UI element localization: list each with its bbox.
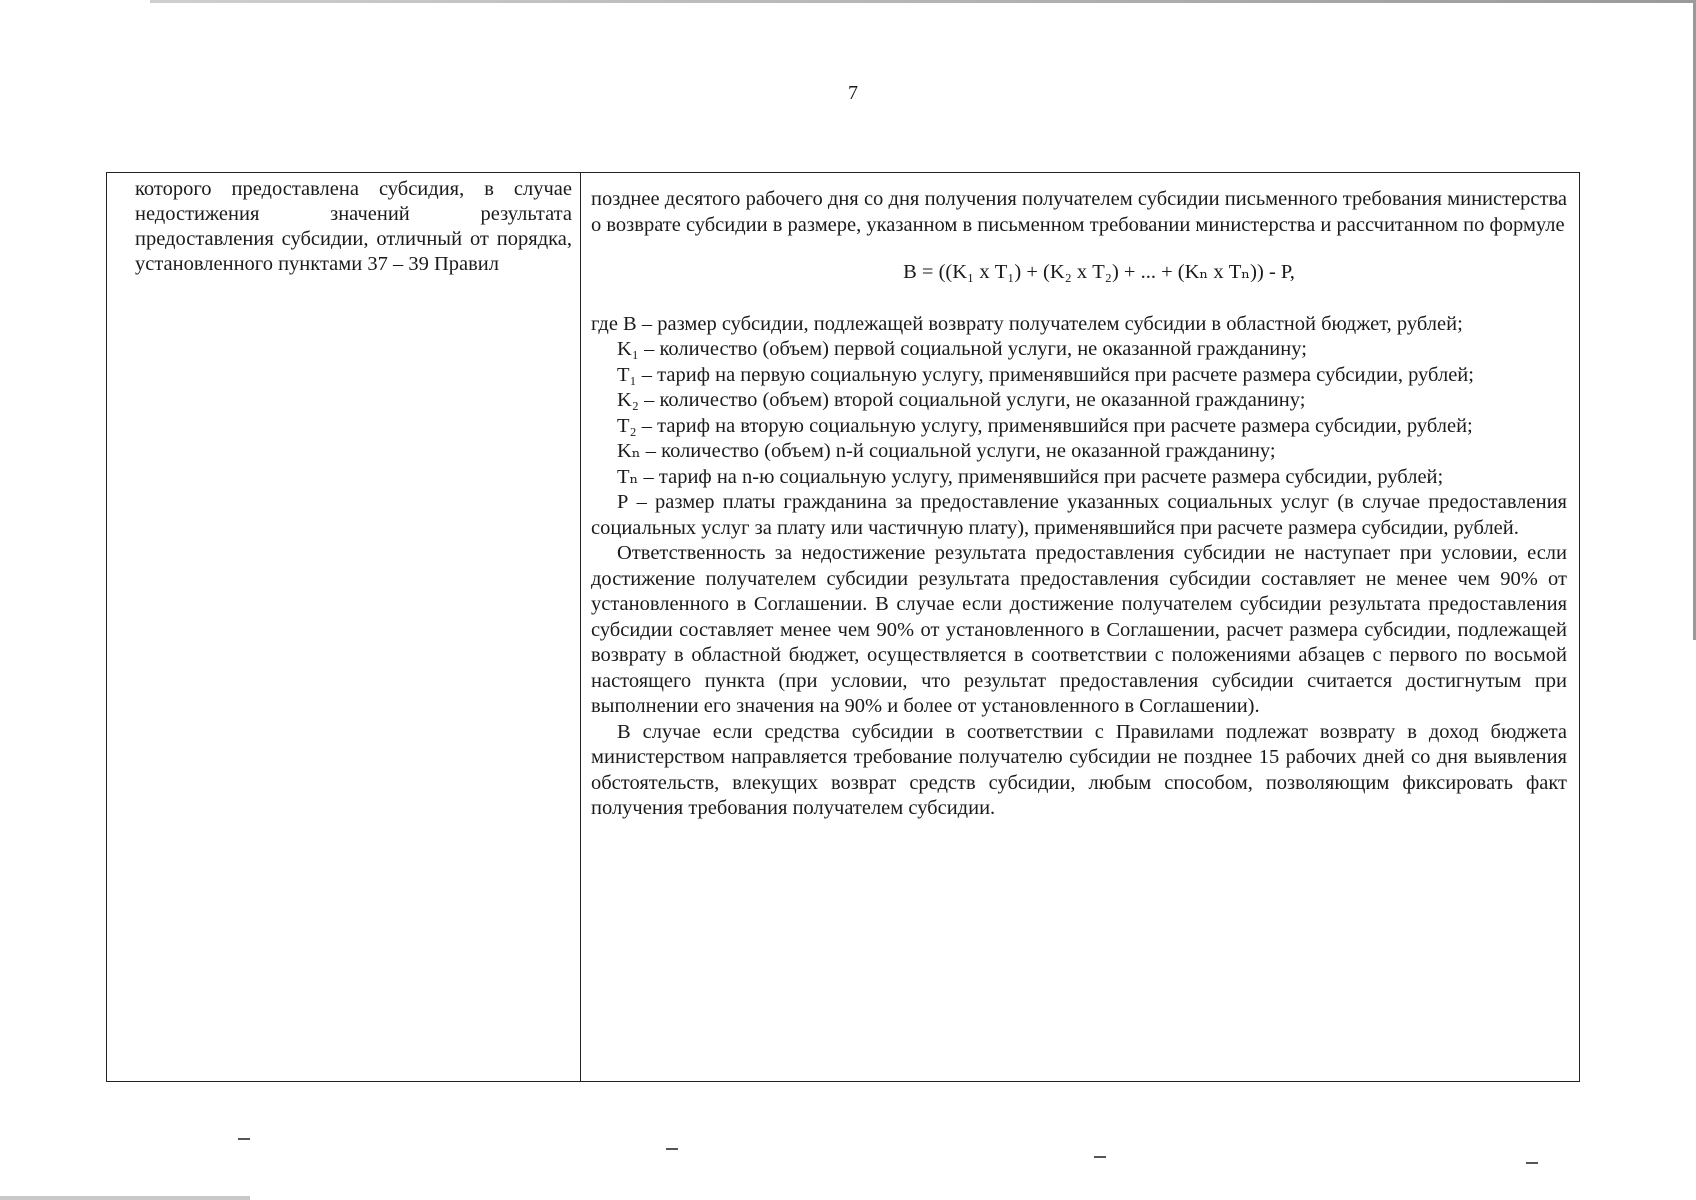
document-table — [106, 172, 1580, 1082]
definition-k1: K₁ – количество (объем) первой социальной услуги, не оказанной гражданину; — [617, 338, 1307, 360]
return-case-paragraph: В случае если средства субсидии в соответствии с Правилами подлежат возврату в доход бюджета министерством направляется требование получателю субсидии не позднее 15 рабочих дней со дня выявления обстоятельств, влекущих возврат средств субсидии, любым способом, позволяющим фиксировать факт получения требования получателем субсидии. — [591, 720, 1567, 819]
definition-p: Р – размер платы гражданина за предоставление указанных социальных услуг (в случае предоставления социальных услуг за плату или частичную плату), применявшийся при расчете размера субсидии, рублей. — [591, 491, 1567, 539]
scan-mark — [1526, 1162, 1538, 1164]
scan-edge-bottom — [0, 1196, 250, 1200]
responsibility-paragraph: Ответственность за недостижение результата предоставления субсидии не наступает при условии, если достижение получателем субсидии результата предоставления субсидии составляет не менее чем 90% от установленного в Соглашении. В случае если достижение получателем субсидии результата предоставления субсидии составляет менее чем 90% от установленного в Соглашении, расчет размера субсидии, подлежащей возврату в областной бюджет, осуществляется в соответствии с положениями абзацев с первого по восьмой настоящего пункта (при условии, что результат предоставления субсидии считается достигнутым при выполнении его значения на 90% и более от установленного в Соглашении). — [591, 542, 1567, 717]
scan-mark — [1094, 1156, 1106, 1158]
intro-paragraph: позднее десятого рабочего дня со дня получения получателем субсидии письменного требования министерства о возврате субсидии в размере, указанном в письменном требовании министерства и рассчитанном по формуле — [591, 188, 1567, 236]
formula: В = ((K₁ х Т₁) + (K₂ х Т₂) + ... + (Kₙ х Тₙ)) - Р, — [903, 261, 1295, 283]
definition-tn: Тₙ – тариф на n-ю социальную услугу, применявшийся при расчете размера субсидии, рублей; — [617, 465, 1444, 488]
definition-k2: K₂ – количество (объем) второй социальной услуги, не оказанной гражданину; — [617, 389, 1306, 411]
table-cell-right — [581, 173, 1579, 1081]
scan-mark — [666, 1148, 678, 1150]
scan-edge-top — [150, 0, 1696, 3]
scan-mark — [238, 1138, 250, 1140]
page-number: 7 — [848, 82, 858, 104]
definition-t2: Т₂ – тариф на вторую социальную услугу, применявшийся при расчете размера субсидии, рублей; — [617, 414, 1473, 437]
where-paragraph: где В – размер субсидии, подлежащей возврату получателем субсидии в областной бюджет, рублей; — [591, 312, 1463, 335]
definition-t1: Т₁ – тариф на первую социальную услугу, применявшийся при расчете размера субсидии, рублей; — [617, 363, 1474, 386]
table-cell-left: которого предоставлена субсидия, в случае недостижения значений результата предоставления субсидии, отличный от порядка, установленного пунктами 37 – 39 Правил — [107, 173, 581, 1081]
definition-kn: Kₙ – количество (объем) n-й социальной услуги, не оказанной гражданину; — [617, 440, 1276, 462]
